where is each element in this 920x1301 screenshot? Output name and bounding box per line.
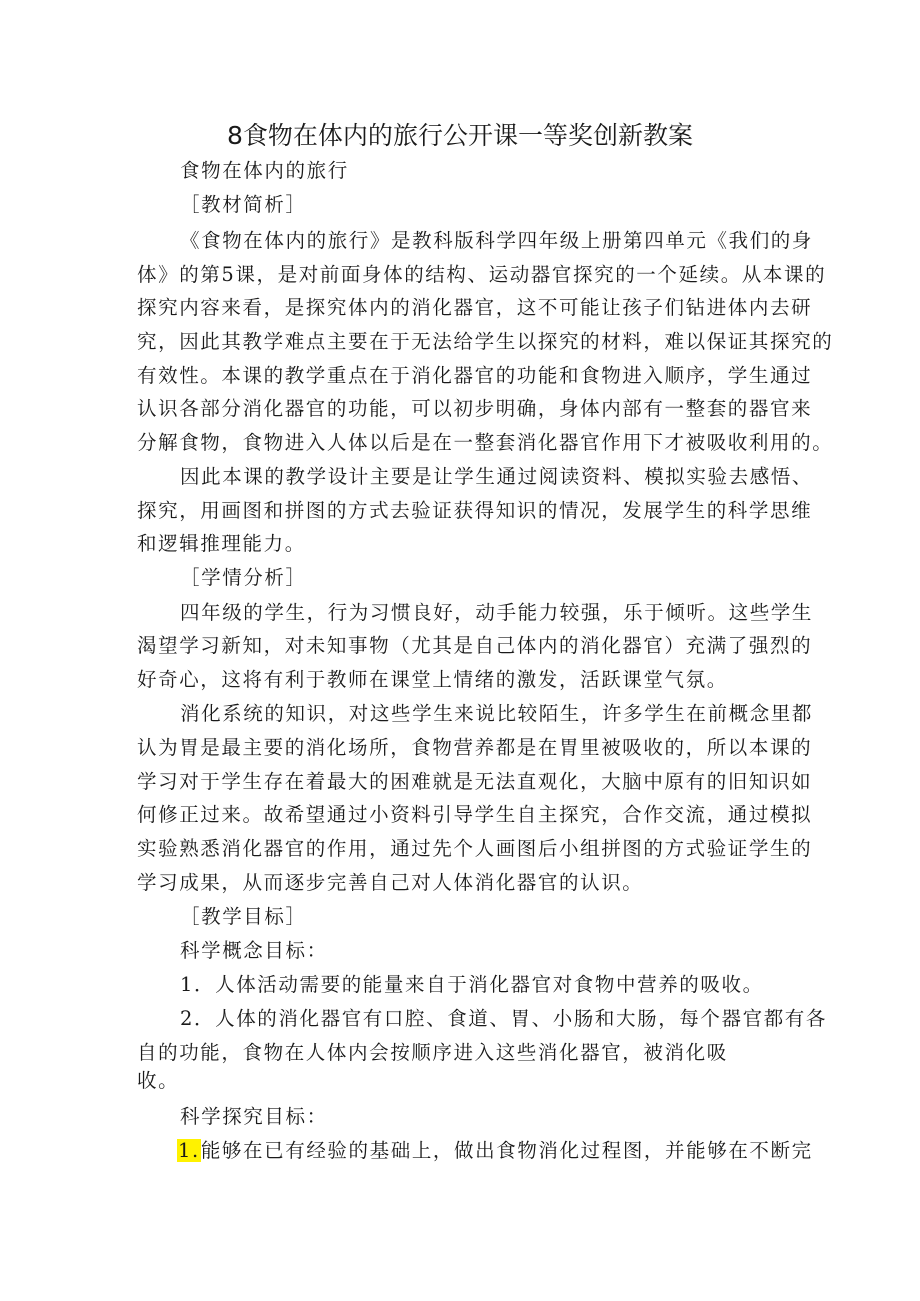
section-heading-teaching-goals: ［教学目标］: [180, 905, 307, 928]
concept-goal-item-1: 1．人体活动需要的能量来自于消化器官对食物中营养的吸收。: [180, 973, 764, 996]
paragraph-line: 认识各部分消化器官的功能，可以初步明确，身体内部有一整套的器官来: [137, 397, 813, 420]
paragraph-line: 学习对于学生存在着最大的困难就是无法直观化，大脑中原有的旧知识如: [137, 770, 813, 793]
paragraph-line: 收。: [137, 1069, 180, 1092]
inquiry-goals-heading: 科学探究目标：: [180, 1105, 328, 1128]
paragraph-line: 四年级的学生，行为习惯良好，动手能力较强，乐于倾听。这些学生: [180, 601, 814, 624]
paragraph-line: 学习成果，从而逐步完善自己对人体消化器官的认识。: [137, 871, 644, 894]
section-heading-student-analysis: ［学情分析］: [180, 566, 307, 589]
paragraph-line: 渴望学习新知，对未知事物（尤其是自己体内的消化器官）充满了强烈的: [137, 634, 813, 657]
paragraph-line: 《食物在体内的旅行》是教科版科学四年级上册第四单元《我们的身: [180, 229, 814, 252]
document-title: 8食物在体内的旅行公开课一等奖创新教案: [227, 121, 693, 150]
section-heading-textbook-analysis: ［教材简析］: [180, 193, 307, 216]
concept-goals-heading: 科学概念目标：: [180, 939, 328, 962]
paragraph-line: 何修正过来。故希望通过小资料引导学生自主探究，合作交流，通过模拟: [137, 803, 813, 826]
paragraph-line: 探究内容来看，是探究体内的消化器官，这不可能让孩子们钻进体内去研: [137, 296, 813, 319]
paragraph-line: 探究，用画图和拼图的方式去验证获得知识的情况，发展学生的科学思维: [137, 499, 813, 522]
paragraph-line: 和逻辑推理能力。: [137, 532, 306, 555]
paragraph-line: 实验熟悉消化器官的作用，通过先个人画图后小组拼图的方式验证学生的: [137, 837, 813, 860]
paragraph-line: 因此本课的教学设计主要是让学生通过阅读资料、模拟实验去感悟、: [180, 465, 814, 488]
paragraph-line: 究，因此其教学难点主要在于无法给学生以探究的材料，难以保证其探究的: [137, 330, 834, 353]
highlighted-item-number: 1.: [178, 1139, 200, 1162]
paragraph-line: 2．人体的消化器官有口腔、食道、胃、小肠和大肠，每个器官都有各: [180, 1007, 828, 1030]
paragraph-line: 体》的第5课，是对前面身体的结构、运动器官探究的一个延续。从本课的: [137, 263, 827, 286]
paragraph-line: 认为胃是最主要的消化场所，食物营养都是在胃里被吸收的，所以本课的: [137, 736, 813, 759]
paragraph-line: 有效性。本课的教学重点在于消化器官的功能和食物进入顺序，学生通过: [137, 364, 813, 387]
paragraph-line: 自的功能，食物在人体内会按顺序进入这些消化器官，被消化吸: [137, 1041, 728, 1064]
inquiry-goal-text: 能够在已有经验的基础上，做出食物消化过程图，并能够在不断完: [200, 1139, 813, 1162]
inquiry-goal-item-1: [177, 1138, 813, 1164]
paragraph-line: 分解食物，食物进入人体以后是在一整套消化器官作用下才被吸收利用的。: [137, 431, 834, 454]
paragraph-line: 好奇心，这将有利于教师在课堂上情绪的激发，活跃课堂气氛。: [137, 668, 728, 691]
paragraph-line: 消化系统的知识，对这些学生来说比较陌生，许多学生在前概念里都: [180, 702, 814, 725]
lesson-subtitle: 食物在体内的旅行: [180, 159, 349, 182]
